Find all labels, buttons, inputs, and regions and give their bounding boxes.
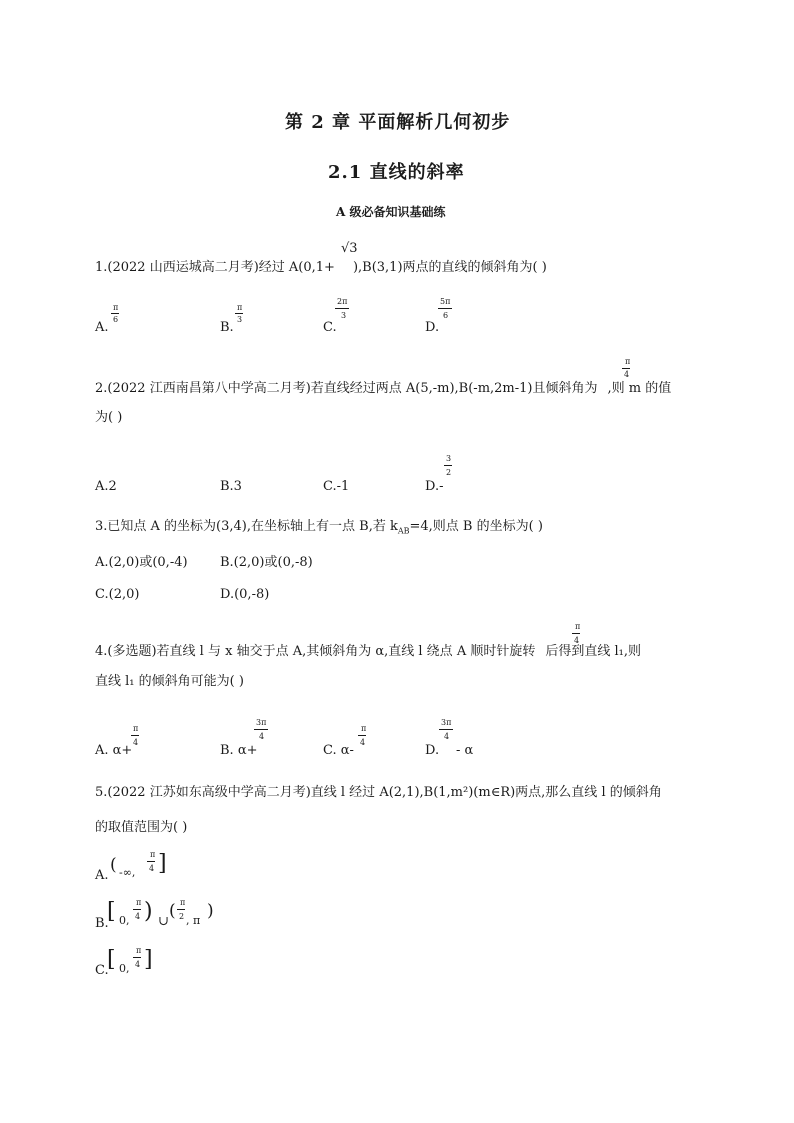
q5-opt-b-lparen2: ( — [169, 901, 176, 921]
q4-option-b[interactable]: B. α+ — [220, 743, 258, 758]
q1-opt-c-num: 2π — [337, 297, 348, 306]
q5-opt-c-den: 4 — [135, 960, 141, 969]
q4-opt-d-tail: - α — [456, 743, 474, 758]
chapter-title: 第 2 章 平面解析几何初步 — [285, 112, 511, 133]
q5-opt-b-rparen2: ) — [207, 901, 214, 921]
q4-option-d[interactable]: D. — [425, 743, 440, 758]
q5-opt-a-left: -∞, — [119, 866, 136, 879]
q4-option-a[interactable]: A. α+ — [95, 743, 133, 758]
q3-option-d[interactable]: D.(0,-8) — [220, 587, 270, 602]
q4-opt-c-num: π — [361, 724, 367, 733]
q5-opt-a-den: 4 — [149, 864, 155, 873]
q4-opt-b-num: 3π — [256, 718, 267, 727]
q4-frac-den: 4 — [574, 636, 580, 645]
q3-option-a[interactable]: A.(2,0)或(0,-4) — [95, 555, 188, 570]
q4-opt-d-den: 4 — [444, 732, 450, 741]
q5-opt-b-lbracket: [ — [107, 899, 116, 924]
q1-option-b[interactable]: B. — [220, 320, 234, 335]
q1-opt-c-den: 3 — [341, 311, 347, 320]
q4-opt-d-num: 3π — [441, 718, 452, 727]
sqrt3-symbol: √3 — [341, 241, 358, 256]
q5-opt-b-rparen1: ) — [144, 899, 153, 924]
q4-opt-a-num: π — [133, 724, 139, 733]
q5-option-b[interactable]: B. — [95, 916, 109, 931]
q5-opt-b-num2: π — [180, 898, 186, 907]
q2-option-d[interactable]: D.- — [425, 479, 444, 494]
q2-option-a[interactable]: A.2 — [95, 479, 117, 494]
q1-opt-d-den: 6 — [443, 311, 449, 320]
q1-option-c[interactable]: C. — [323, 320, 337, 335]
q4-frac-num: π — [575, 622, 581, 631]
q4-opt-c-den: 4 — [360, 738, 366, 747]
q4-option-c[interactable]: C. α- — [323, 743, 354, 758]
q3-option-b[interactable]: B.(2,0)或(0,-8) — [220, 555, 313, 570]
q3-stem: 3.已知点 A 的坐标为(3,4),在坐标轴上有一点 B,若 $k_{AB}=4$,则点 B 的坐标为( ) — [95, 519, 543, 536]
q4-stem-line2: 直线 l₁ 的倾斜角可能为( ) — [95, 674, 244, 689]
q1-option-d[interactable]: D. — [425, 320, 440, 335]
q1-stem: 1.(2022 山西运城高二月考)经过 A(0,1+ ),B(3,1)两点的直线的倾斜角为( ) — [95, 260, 547, 275]
level-heading: A 级必备知识基础练 — [336, 205, 446, 219]
q1-opt-d-num: 5π — [440, 297, 451, 306]
q4-opt-a-den: 4 — [133, 738, 139, 747]
q2-stem-line1: 2.(2022 江西南昌第八中学高二月考)若直线经过两点 A(5,-m),B(-m,2m-1)且倾斜角为 ,则 m 的值 — [95, 381, 672, 396]
q2-opt-d-num: 3 — [446, 454, 452, 463]
q5-option-a[interactable]: A. — [95, 868, 109, 883]
q1-option-a[interactable]: A. — [95, 320, 109, 335]
q5-opt-a-num: π — [150, 850, 156, 859]
q5-opt-c-rbracket: ] — [144, 947, 153, 972]
q2-frac-num: π — [625, 357, 631, 366]
q2-stem-line2: 为( ) — [95, 410, 123, 425]
q5-opt-c-num: π — [136, 946, 142, 955]
q5-stem-line2: 的取值范围为( ) — [95, 820, 188, 835]
q1-opt-b-num: π — [237, 303, 243, 312]
q5-opt-b-num1: π — [136, 898, 142, 907]
q5-opt-c-lbracket: [ — [107, 947, 116, 972]
q5-opt-b-right: , π — [186, 914, 201, 927]
q5-opt-b-union: ∪ — [158, 914, 169, 929]
q1-opt-b-den: 3 — [237, 315, 243, 324]
q5-opt-b-den1: 4 — [135, 912, 141, 921]
q2-option-c[interactable]: C.-1 — [323, 479, 350, 494]
q5-opt-b-den2: 2 — [179, 912, 185, 921]
q5-opt-a-bracket: ] — [158, 851, 167, 876]
q5-stem-line1: 5.(2022 江苏如东高级中学高二月考)直线 l 经过 A(2,1),B(1,m²)(m∈R)两点,那么直线 l 的倾斜角 — [95, 785, 662, 800]
q4-opt-b-den: 4 — [259, 732, 265, 741]
q5-opt-c-left: 0, — [119, 962, 130, 975]
q4-stem-line1: 4.(多选题)若直线 l 与 x 轴交于点 A,其倾斜角为 α,直线 l 绕点 A 顺时针旋转 后得到直线 l₁,则 — [95, 644, 641, 659]
q5-opt-a-paren: ( — [110, 855, 117, 875]
q1-opt-a-den: 6 — [113, 315, 119, 324]
q2-option-b[interactable]: B.3 — [220, 479, 242, 494]
section-title: 2.1 直线的斜率 — [328, 162, 465, 183]
q2-frac-den: 4 — [624, 370, 630, 379]
q3-option-c[interactable]: C.(2,0) — [95, 587, 140, 602]
q2-opt-d-den: 2 — [446, 468, 452, 477]
q1-opt-a-num: π — [113, 303, 119, 312]
q5-opt-b-left: 0, — [119, 914, 130, 927]
q5-option-c[interactable]: C. — [95, 963, 109, 978]
